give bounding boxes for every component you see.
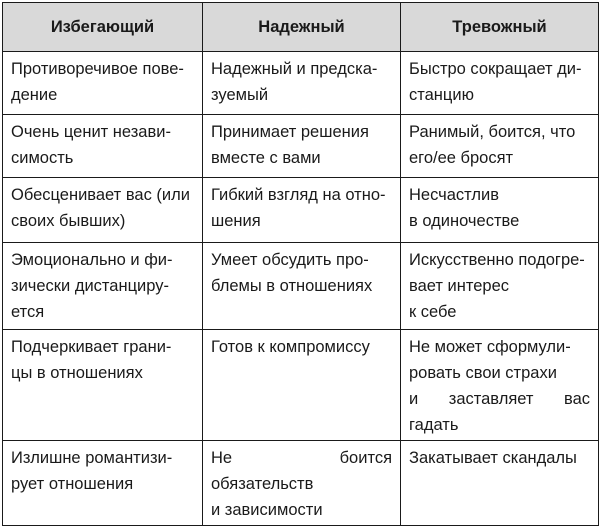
cell-text: Очень ценит незави- симость [11,123,171,167]
cell-text: Быстро сокращает ди- станцию [409,60,582,104]
table-row [3,441,599,526]
table-row [3,178,599,243]
cell-text: Надежный и предска- зуемый [211,60,378,104]
table-row [3,243,599,330]
cell-text: Готов к компромиссу [211,338,370,356]
avoidant-cell [3,243,203,330]
secure-cell [203,330,401,441]
cell-text: Закатывает скандалы [409,449,577,467]
secure-cell [203,115,401,178]
anxious-cell [401,115,599,178]
cell-text: Излишне романтизи- рует отношения [11,449,173,493]
cell-text: Обесценивает вас (или своих бывших) [11,186,190,230]
secure-cell [203,178,401,243]
avoidant-cell [3,330,203,441]
table-row [3,52,599,115]
avoidant-cell [3,178,203,243]
secure-cell [203,243,401,330]
anxious-cell [401,243,599,330]
avoidant-cell [3,441,203,526]
cell-text: Подчеркивает грани- цы в отношениях [11,338,172,382]
cell-text: Эмоционально и фи- зически дистанциру- ется [11,251,173,321]
table-row [3,330,599,441]
header-secure: Надежный [203,3,401,52]
header-anxious: Тревожный [401,3,599,52]
avoidant-cell [3,52,203,115]
anxious-cell [401,52,599,115]
secure-cell [203,441,401,526]
cell-text: Ранимый, боится, что его/ее бросят [409,123,576,167]
cell-text: Искусственно подогре- вает интерес к себе [409,251,585,321]
secure-cell [203,52,401,115]
attachment-styles-table [2,2,599,526]
cell-text: Гибкий взгляд на отно- шения [211,186,386,230]
anxious-cell [401,441,599,526]
cell-text: Не может сформули- ровать свои страхи и заставляет вас гадать [409,338,590,434]
cell-text: Противоречивое пове- дение [11,60,184,104]
cell-text: Несчастлив в одиночестве [409,186,520,230]
cell-text: Принимает решения вместе с вами [211,123,369,167]
header-row [3,3,599,52]
table-row [3,115,599,178]
avoidant-cell [3,115,203,178]
anxious-cell [401,178,599,243]
anxious-cell [401,330,599,441]
header-avoidant: Избегающий [3,3,203,52]
cell-text: Не боится обязательств и зависимости [211,449,392,519]
cell-text: Умеет обсудить про- блемы в отношениях [211,251,373,295]
